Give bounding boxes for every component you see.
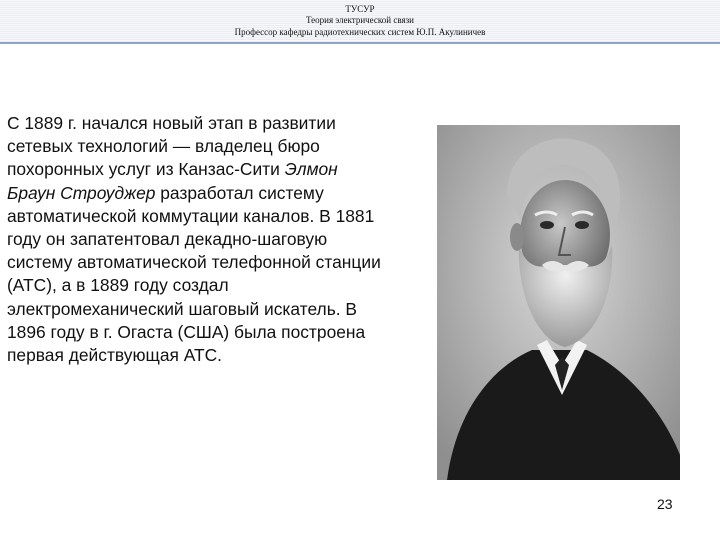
name-italic: Браун Строуджер xyxy=(7,182,156,203)
slide-body-text xyxy=(7,112,447,367)
slide-header xyxy=(0,0,720,44)
text-line xyxy=(7,183,324,203)
page-number: 23 xyxy=(657,496,673,512)
text-segment: разработал систему xyxy=(155,182,324,203)
text-line: систему автоматической телефонной станции xyxy=(7,252,381,273)
text-segment: похоронных услуг из Канзас-Сити xyxy=(7,159,285,180)
name-italic: Элмон xyxy=(284,159,338,180)
text-line: автоматической коммутации каналов. В 1881 xyxy=(7,205,375,226)
portrait-photo xyxy=(437,125,680,480)
header-course: Теория электрической связи xyxy=(305,15,414,25)
text-line: 1896 году в г. Огаста (США) была построена xyxy=(7,321,366,342)
header-author: Профессор кафедры радиотехнических систем Ю.П. Акулиничев xyxy=(234,27,486,37)
text-line: году он запатентовал декадно-шаговую xyxy=(7,229,328,250)
text-line xyxy=(7,159,338,179)
text-line: сетевых технологий — владелец бюро xyxy=(7,136,320,157)
text-line: электромеханический шаговый искатель. В xyxy=(7,298,358,319)
text-line: (АТС), а в 1889 году создал xyxy=(7,275,229,296)
text-line: первая действующая АТС. xyxy=(7,345,222,366)
header-university: ТУСУР xyxy=(345,4,375,14)
text-line: С 1889 г. начался новый этап в развитии xyxy=(7,113,336,133)
